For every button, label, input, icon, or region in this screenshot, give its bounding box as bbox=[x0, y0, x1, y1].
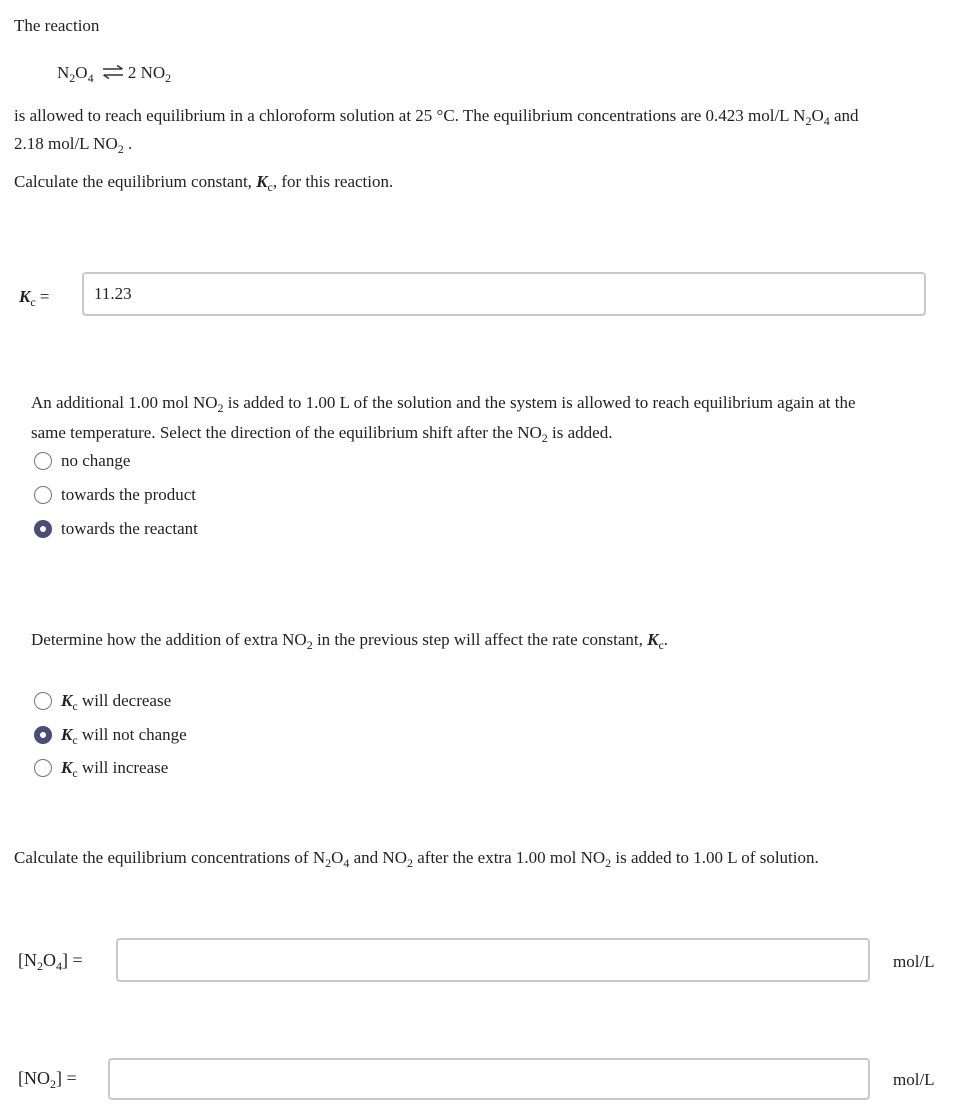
kc-label-eq: = bbox=[35, 287, 50, 306]
p2-k: K bbox=[256, 172, 268, 191]
eq-reactant-o: O bbox=[75, 63, 88, 82]
no2-close: ] bbox=[56, 1068, 62, 1088]
radio-no-change[interactable] bbox=[34, 450, 130, 472]
q2-line2-part2: is added. bbox=[547, 423, 613, 442]
radio-no-change-label: no change bbox=[61, 451, 131, 470]
q2-line2-sub: 2 bbox=[541, 431, 548, 445]
radio-circle-icon[interactable] bbox=[34, 692, 52, 710]
q4-part2: and NO bbox=[349, 848, 407, 867]
n2o4-unit: mol/L bbox=[893, 952, 935, 971]
q3-part1: Determine how the addition of extra NO bbox=[31, 630, 307, 649]
n2o4-eq: = bbox=[68, 950, 83, 970]
q3-end: . bbox=[663, 630, 669, 649]
radio-towards-product-label: towards the product bbox=[61, 485, 197, 504]
opt-text: will decrease bbox=[77, 691, 172, 710]
opt-text: will increase bbox=[77, 758, 169, 777]
radio-circle-icon[interactable] bbox=[34, 759, 52, 777]
no2-unit: mol/L bbox=[893, 1070, 935, 1089]
radio-kc-decrease[interactable] bbox=[34, 690, 171, 712]
radio-circle-icon[interactable] bbox=[34, 452, 52, 470]
p1-o: O bbox=[811, 106, 824, 125]
q4-part3: after the extra 1.00 mol NO bbox=[413, 848, 606, 867]
p1-line2-sub: 2 bbox=[117, 142, 124, 156]
radio-towards-reactant[interactable] bbox=[34, 518, 198, 540]
kc-label bbox=[19, 287, 50, 307]
opt-k: K bbox=[61, 758, 73, 777]
p1-sub1: 2 bbox=[805, 114, 812, 128]
q3-k: K bbox=[647, 630, 659, 649]
q4-sub4: 2 bbox=[605, 856, 612, 870]
no2-eq: = bbox=[62, 1068, 77, 1088]
radio-circle-icon[interactable] bbox=[34, 486, 52, 504]
p2-part1: Calculate the equilibrium constant, bbox=[14, 172, 257, 191]
opt-k-sub: c bbox=[72, 699, 78, 713]
intro-text bbox=[14, 16, 99, 36]
no2-open: [NO bbox=[18, 1068, 50, 1088]
n2o4-sub1: 2 bbox=[37, 959, 43, 973]
kc-effect-question bbox=[31, 626, 931, 654]
q4-sub3: 2 bbox=[407, 856, 413, 870]
n2o4-open: [N bbox=[18, 950, 37, 970]
radio-towards-reactant-label: towards the reactant bbox=[61, 519, 198, 538]
radio-selected-icon[interactable] bbox=[34, 520, 52, 538]
q2-part1: An additional 1.00 mol NO bbox=[31, 393, 218, 412]
opt-k-sub: c bbox=[72, 766, 78, 780]
radio-kc-not-change[interactable] bbox=[34, 724, 187, 746]
p1-part2: and bbox=[829, 106, 859, 125]
eq-product-sub: 2 bbox=[165, 71, 172, 85]
q3-part2: in the previous step will affect the rate constant, bbox=[312, 630, 648, 649]
reaction-equation bbox=[57, 63, 171, 83]
q3-k-sub: c bbox=[658, 638, 664, 652]
shift-question bbox=[31, 388, 931, 448]
radio-kc-decrease-label bbox=[61, 691, 171, 711]
n2o4-o: O bbox=[43, 950, 56, 970]
eq-reactant-sub1: 2 bbox=[69, 71, 76, 85]
q2-sub1: 2 bbox=[217, 401, 224, 415]
equilibrium-description bbox=[14, 102, 934, 158]
q4-part1: Calculate the equilibrium concentrations of N bbox=[14, 848, 326, 867]
eq-product: NO bbox=[140, 63, 166, 82]
q4-o: O bbox=[331, 848, 344, 867]
p1-part1: is allowed to reach equilibrium in a chloroform solution at 25 °C. The equilibrium concentrations are 0.423 mol/L N bbox=[14, 106, 806, 125]
q4-sub1: 2 bbox=[325, 856, 332, 870]
kc-input[interactable] bbox=[82, 272, 926, 316]
n2o4-close: ] bbox=[62, 950, 68, 970]
eq-coefficient: 2 bbox=[127, 63, 137, 82]
opt-text: will not change bbox=[77, 725, 187, 744]
p2-part2: , for this reaction. bbox=[272, 172, 394, 191]
equilibrium-arrow-icon bbox=[102, 65, 124, 79]
p2-k-sub: c bbox=[267, 180, 273, 194]
no2-label bbox=[18, 1068, 77, 1089]
eq-reactant-sub2: 4 bbox=[87, 71, 94, 85]
n2o4-label bbox=[18, 950, 83, 971]
p1-sub2: 4 bbox=[823, 114, 830, 128]
kc-question bbox=[14, 168, 934, 196]
no2-input[interactable] bbox=[108, 1058, 870, 1100]
p1-line2: 2.18 mol/L NO bbox=[14, 134, 118, 153]
radio-kc-increase[interactable] bbox=[34, 757, 168, 779]
radio-kc-increase-label bbox=[61, 758, 168, 778]
radio-selected-icon[interactable] bbox=[34, 726, 52, 744]
concentration-question bbox=[14, 844, 934, 872]
p1-line2-end: . bbox=[123, 134, 133, 153]
q2-line2-part1: same temperature. Select the direction of the equilibrium shift after the NO bbox=[31, 423, 542, 442]
n2o4-sub2: 4 bbox=[56, 959, 62, 973]
kc-label-k: K bbox=[19, 287, 31, 306]
radio-towards-product[interactable] bbox=[34, 484, 196, 506]
n2o4-input[interactable] bbox=[116, 938, 870, 982]
kc-label-sub: c bbox=[30, 295, 36, 309]
no2-sub1: 2 bbox=[50, 1077, 56, 1091]
intro-label: The reaction bbox=[14, 16, 100, 35]
opt-k: K bbox=[61, 691, 73, 710]
opt-k: K bbox=[61, 725, 73, 744]
q4-sub2: 4 bbox=[343, 856, 350, 870]
radio-kc-not-change-label bbox=[61, 725, 187, 745]
eq-reactant-n: N bbox=[57, 63, 70, 82]
q3-sub1: 2 bbox=[306, 638, 313, 652]
q2-part2: is added to 1.00 L of the solution and the system is allowed to reach equilibrium again at the bbox=[223, 393, 856, 412]
q4-part4: is added to 1.00 L of solution. bbox=[611, 848, 819, 867]
opt-k-sub: c bbox=[72, 733, 78, 747]
